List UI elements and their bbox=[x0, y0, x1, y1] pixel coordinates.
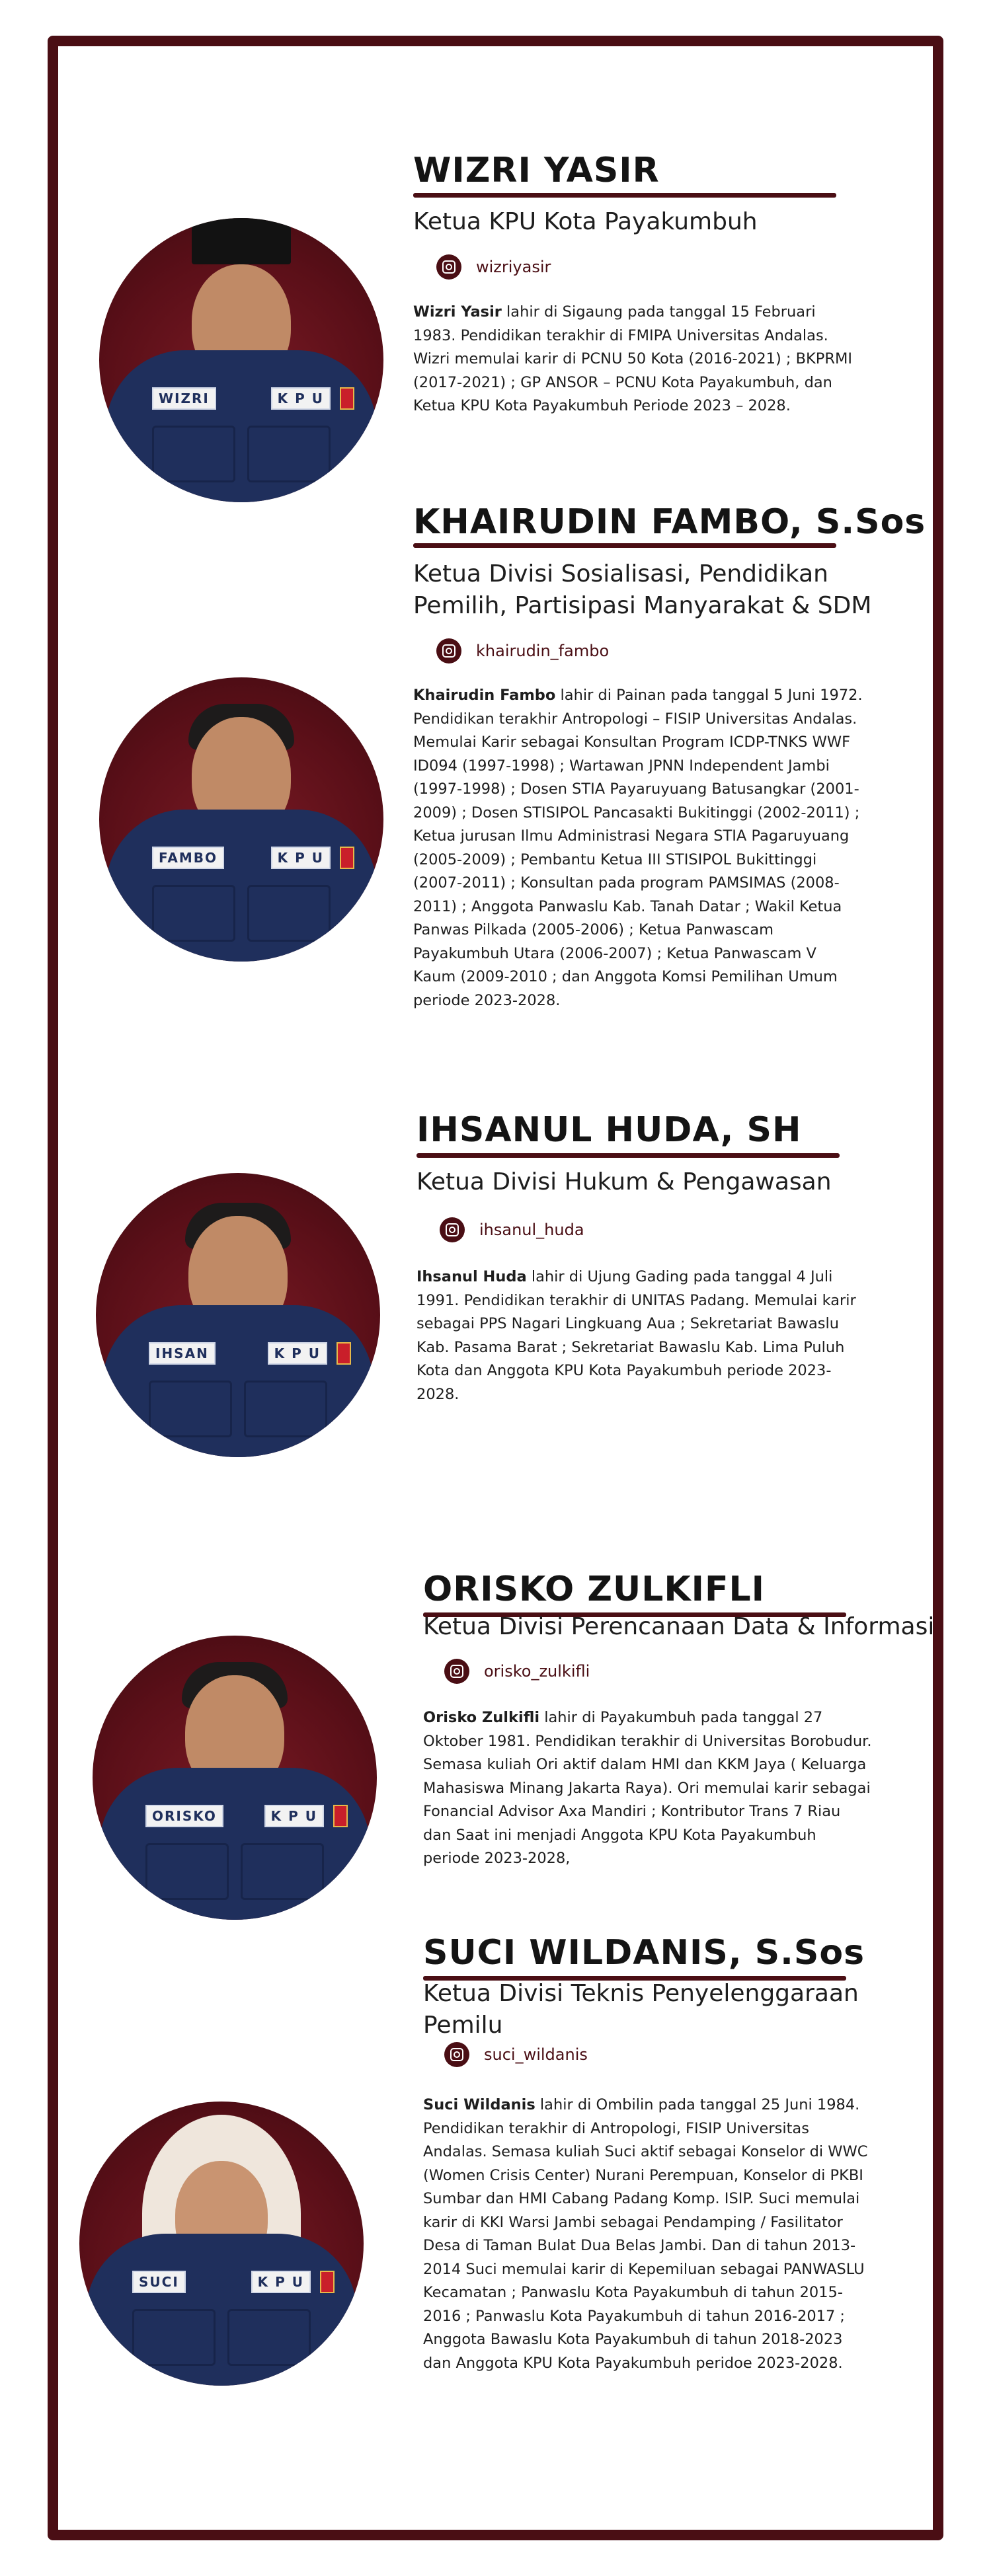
shirt-shape bbox=[106, 350, 377, 502]
bio-text: lahir di Ombilin pada tanggal 25 Juni 1984. Pendidikan terakhir di Antropologi, FISIP Universitas Andalas. Semasa kuliah Suci aktif sebagai Konselor di WWC (Women Crisis Center) Nurani Perempuan, Konselor di PKBI Sumbar dan HMI Cabang Padang Komp. ISIP. Suci memulai karir di KKI Warsi Jambi sebagai Pendamping / Fasilitator Desa di Taman Bulat Dua Belas Jambi. Dan di tahun 2013-2014 Suci memulai karir di Kepemiluan sebagai PANWASLU Kecamatan ; Panwaslu Kota Payakumbuh di tahun 2015-2016 ; Panwaslu Kota Payakumbuh di tahun 2016-2017 ; Anggota Bawaslu Kota Payakumbuh di tahun 2018-2023 dan Anggota KPU Kota Payakumbuh peridoe 2023-2028. bbox=[423, 2096, 868, 2372]
name-divider bbox=[413, 543, 836, 548]
instagram-link[interactable] bbox=[444, 2042, 588, 2067]
pocket bbox=[149, 1381, 232, 1437]
name-divider bbox=[413, 193, 836, 198]
shirt-logo-tag: K P U bbox=[264, 1805, 324, 1827]
member-name: WIZRI YASIR bbox=[413, 151, 660, 190]
bio-text: lahir di Payakumbuh pada tanggal 27 Oktober 1981. Pendidikan terakhir di Universitas Borobudur. Semasa kuliah Ori aktif dalam HMI dan KKM Jaya ( Keluarga Mahasiswa Minang Jakarta Raya). Ori memulai karir sebagai Fonancial Advisor Axa Mandiri ; Kontributor Trans 7 Riau dan Saat ini menjadi Anggota KPU Kota Payakumbuh periode 2023-2028, bbox=[423, 1709, 872, 1867]
instagram-icon bbox=[436, 254, 461, 280]
pocket bbox=[152, 426, 235, 482]
shirt-logo-tag: K P U bbox=[268, 1342, 327, 1365]
member-role: Ketua Divisi Teknis Penyelenggaraan Pemilu bbox=[423, 1980, 859, 2039]
member-role: Ketua Divisi Perencanaan Data & Informasi bbox=[423, 1613, 935, 1640]
kpu-badge-icon bbox=[333, 1805, 348, 1827]
shirt-logo-tag: K P U bbox=[251, 2271, 311, 2293]
pocket bbox=[247, 885, 331, 942]
member-role: Ketua KPU Kota Payakumbuh bbox=[413, 208, 758, 235]
name-divider bbox=[416, 1153, 840, 1158]
instagram-link[interactable] bbox=[436, 254, 551, 280]
shirt-logo-tag: K P U bbox=[271, 847, 331, 869]
bio-text: lahir di Ujung Gading pada tanggal 4 Juli 1991. Pendidikan terakhir di UNITAS Padang. Memulai karir sebagai PPS Nagari Lingkuang Aua ; Sekretariat Bawaslu Kab. Pasama Barat ; Sekretariat Bawaslu Kab. Lima Puluh Kota dan Anggota KPU Kota Payakumbuh periode 2023-2028. bbox=[416, 1268, 856, 1403]
member-bio bbox=[413, 301, 863, 418]
kpu-badge-icon bbox=[340, 387, 354, 410]
shirt-shape bbox=[86, 2234, 357, 2386]
member-name: IHSANUL HUDA, SH bbox=[416, 1110, 802, 1150]
shirt-shape bbox=[106, 810, 377, 962]
shirt-shape bbox=[102, 1305, 374, 1457]
member-bio bbox=[423, 2094, 873, 2375]
instagram-handle[interactable]: suci_wildanis bbox=[484, 2045, 588, 2064]
pocket bbox=[241, 1843, 324, 1900]
pocket bbox=[145, 1843, 229, 1900]
instagram-handle[interactable]: orisko_zulkifli bbox=[484, 1662, 590, 1681]
shirt-name-tag: IHSAN bbox=[149, 1342, 216, 1365]
shirt-name-tag: SUCI bbox=[132, 2271, 186, 2293]
shirt-logo-tag: K P U bbox=[271, 387, 331, 410]
instagram-link[interactable] bbox=[436, 638, 609, 663]
instagram-icon bbox=[444, 2042, 469, 2067]
kpu-badge-icon bbox=[337, 1342, 351, 1365]
bio-name: Khairudin Fambo bbox=[413, 687, 556, 704]
pocket bbox=[227, 2309, 311, 2366]
kpu-badge-icon bbox=[340, 847, 354, 869]
member-photo bbox=[93, 1636, 377, 1920]
instagram-handle[interactable]: khairudin_fambo bbox=[476, 642, 610, 660]
member-bio bbox=[416, 1266, 866, 1406]
member-name: KHAIRUDIN FAMBO, S.Sos bbox=[413, 502, 926, 542]
instagram-handle[interactable]: ihsanul_huda bbox=[479, 1221, 584, 1239]
member-bio bbox=[423, 1706, 873, 1871]
pocket bbox=[247, 426, 331, 482]
member-photo bbox=[99, 677, 383, 962]
pocket bbox=[244, 1381, 327, 1437]
member-name: SUCI WILDANIS, S.Sos bbox=[423, 1933, 865, 1973]
peci-icon bbox=[192, 218, 291, 264]
member-photo bbox=[99, 218, 383, 502]
instagram-icon bbox=[444, 1659, 469, 1684]
member-photo bbox=[79, 2102, 364, 2386]
member-bio bbox=[413, 684, 863, 1012]
instagram-icon bbox=[436, 638, 461, 663]
member-role: Ketua Divisi Sosialisasi, Pendidikan Pemilih, Partisipasi Manyarakat & SDM bbox=[413, 560, 872, 619]
shirt-name-tag: FAMBO bbox=[152, 847, 224, 869]
instagram-handle[interactable]: wizriyasir bbox=[476, 258, 551, 276]
bio-name: Orisko Zulkifli bbox=[423, 1709, 540, 1726]
bio-text: lahir di Sigaung pada tanggal 15 Februari 1983. Pendidikan terakhir di FMIPA Universitas Andalas. Wizri memulai karir di PCNU 50 Kota (2016-2021) ; BKPRMI (2017-2021) ; GP ANSOR – PCNU Kota Payakumbuh, dan Ketua KPU Kota Payakumbuh Periode 2023 – 2028. bbox=[413, 303, 853, 414]
shirt-name-tag: WIZRI bbox=[152, 387, 216, 410]
instagram-link[interactable] bbox=[444, 1659, 590, 1684]
kpu-badge-icon bbox=[320, 2271, 335, 2293]
bio-text: lahir di Painan pada tanggal 5 Juni 1972. Pendidikan terakhir Antropologi – FISIP Universitas Andalas. Memulai Karir sebagai Konsultan Program ICDP-TNKS WWF ID094 (1997-1998) ; Wartawan JPNN Independent Jambi (1997-1998) ; Dosen STIA Payaruyuang Batusangkar (2001-2009) ; Dosen STISIPOL Pancasakti Bukitinggi (2002-2011) ; Ketua jurusan Ilmu Administrasi Negara STIA Pagaruyuang (2005-2009) ; Pembantu Ketua III STISIPOL Bukittinggi (2007-2011) ; Konsultan pada program PAMSIMAS (2008-2011) ; Anggota Panwaslu Kab. Tanah Datar ; Wakil Ketua Panwas Pilkada (2005-2006) ; Ketua Panwascam Payakumbuh Utara (2006-2007) ; Ketua Panwascam V Kaum (2009-2010 ; dan Anggota Komsi Pemilihan Umum periode 2023-2028. bbox=[413, 687, 863, 1009]
shirt-shape bbox=[99, 1768, 370, 1920]
instagram-icon bbox=[440, 1217, 465, 1242]
member-name: ORISKO ZULKIFLI bbox=[423, 1570, 766, 1609]
bio-name: Ihsanul Huda bbox=[416, 1268, 527, 1285]
shirt-name-tag: ORISKO bbox=[145, 1805, 223, 1827]
pocket bbox=[152, 885, 235, 942]
instagram-link[interactable] bbox=[440, 1217, 584, 1242]
bio-name: Wizri Yasir bbox=[413, 303, 502, 321]
pocket bbox=[132, 2309, 216, 2366]
member-photo bbox=[96, 1173, 380, 1457]
bio-name: Suci Wildanis bbox=[423, 2096, 535, 2113]
member-role: Ketua Divisi Hukum & Pengawasan bbox=[416, 1168, 832, 1195]
